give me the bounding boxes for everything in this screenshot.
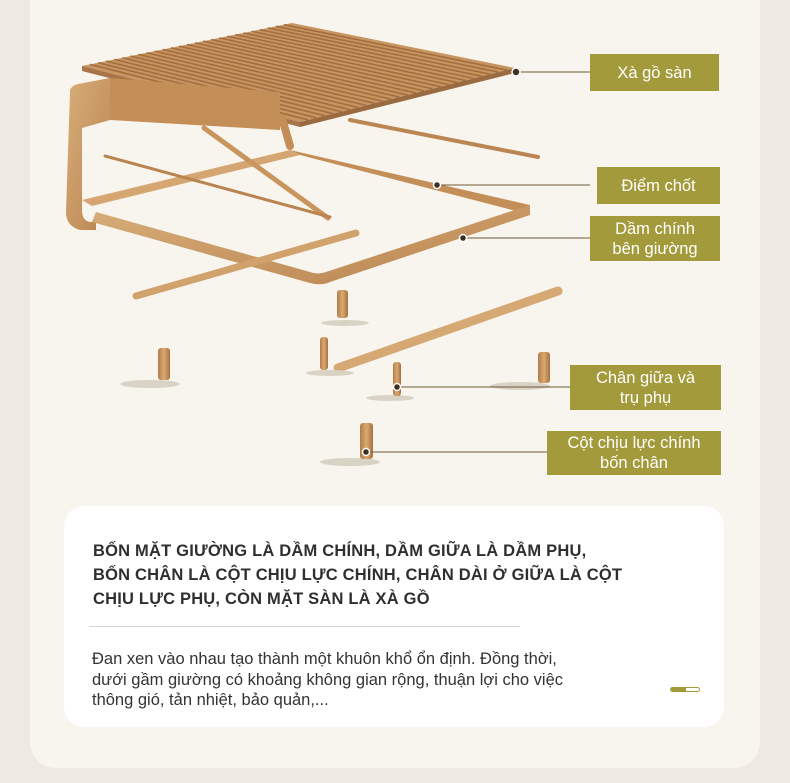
callout-main-support-columns-line2: bốn chân <box>600 454 668 472</box>
scroll-indicator-thumb[interactable] <box>671 688 686 691</box>
card-body-line: dưới gầm giường có khoảng không gian rộng, thuận lợi cho việc <box>92 670 563 689</box>
callout-middle-leg <box>570 365 721 410</box>
callout-pin-point <box>597 167 720 204</box>
callout-pin-point-label: Điểm chốt <box>621 176 696 195</box>
card-title <box>93 539 693 611</box>
callout-floor-joists <box>590 54 719 91</box>
card-divider <box>89 626 520 627</box>
card-title-line: BỐN CHÂN LÀ CỘT CHỊU LỰC CHÍNH, CHÂN DÀI Ở GIỮA LÀ CỘT <box>93 566 623 584</box>
card-body-line: thông gió, tản nhiệt, bảo quản,... <box>92 691 329 709</box>
callout-middle-leg-line2: trụ phụ <box>619 388 672 407</box>
side-rails <box>82 150 530 284</box>
callout-main-side-beam-line1: Dầm chính <box>615 219 695 238</box>
callout-main-side-beam-line2: bên giường <box>612 239 698 258</box>
callout-main-support-columns <box>547 431 721 475</box>
card-title-line: CHỊU LỰC PHỤ, CÒN MẶT SÀN LÀ XÀ GỒ <box>93 590 430 608</box>
callout-main-side-beam <box>590 216 720 261</box>
headboard <box>66 78 280 230</box>
scroll-indicator[interactable] <box>670 687 700 692</box>
callout-middle-leg-line1: Chân giữa và <box>595 368 696 387</box>
description-card <box>64 506 724 727</box>
card-title-line: BỐN MẶT GIƯỜNG LÀ DẦM CHÍNH, DẦM GIỮA LÀ DẦM PHỤ, <box>93 542 587 560</box>
card-body <box>92 649 662 711</box>
callout-main-support-columns-line1: Cột chịu lực chính <box>567 434 701 452</box>
callout-floor-joists-label: Xà gồ sàn <box>617 63 692 82</box>
card-body-line: Đan xen vào nhau tạo thành một khuôn khổ ổn định. Đồng thời, <box>92 650 557 668</box>
